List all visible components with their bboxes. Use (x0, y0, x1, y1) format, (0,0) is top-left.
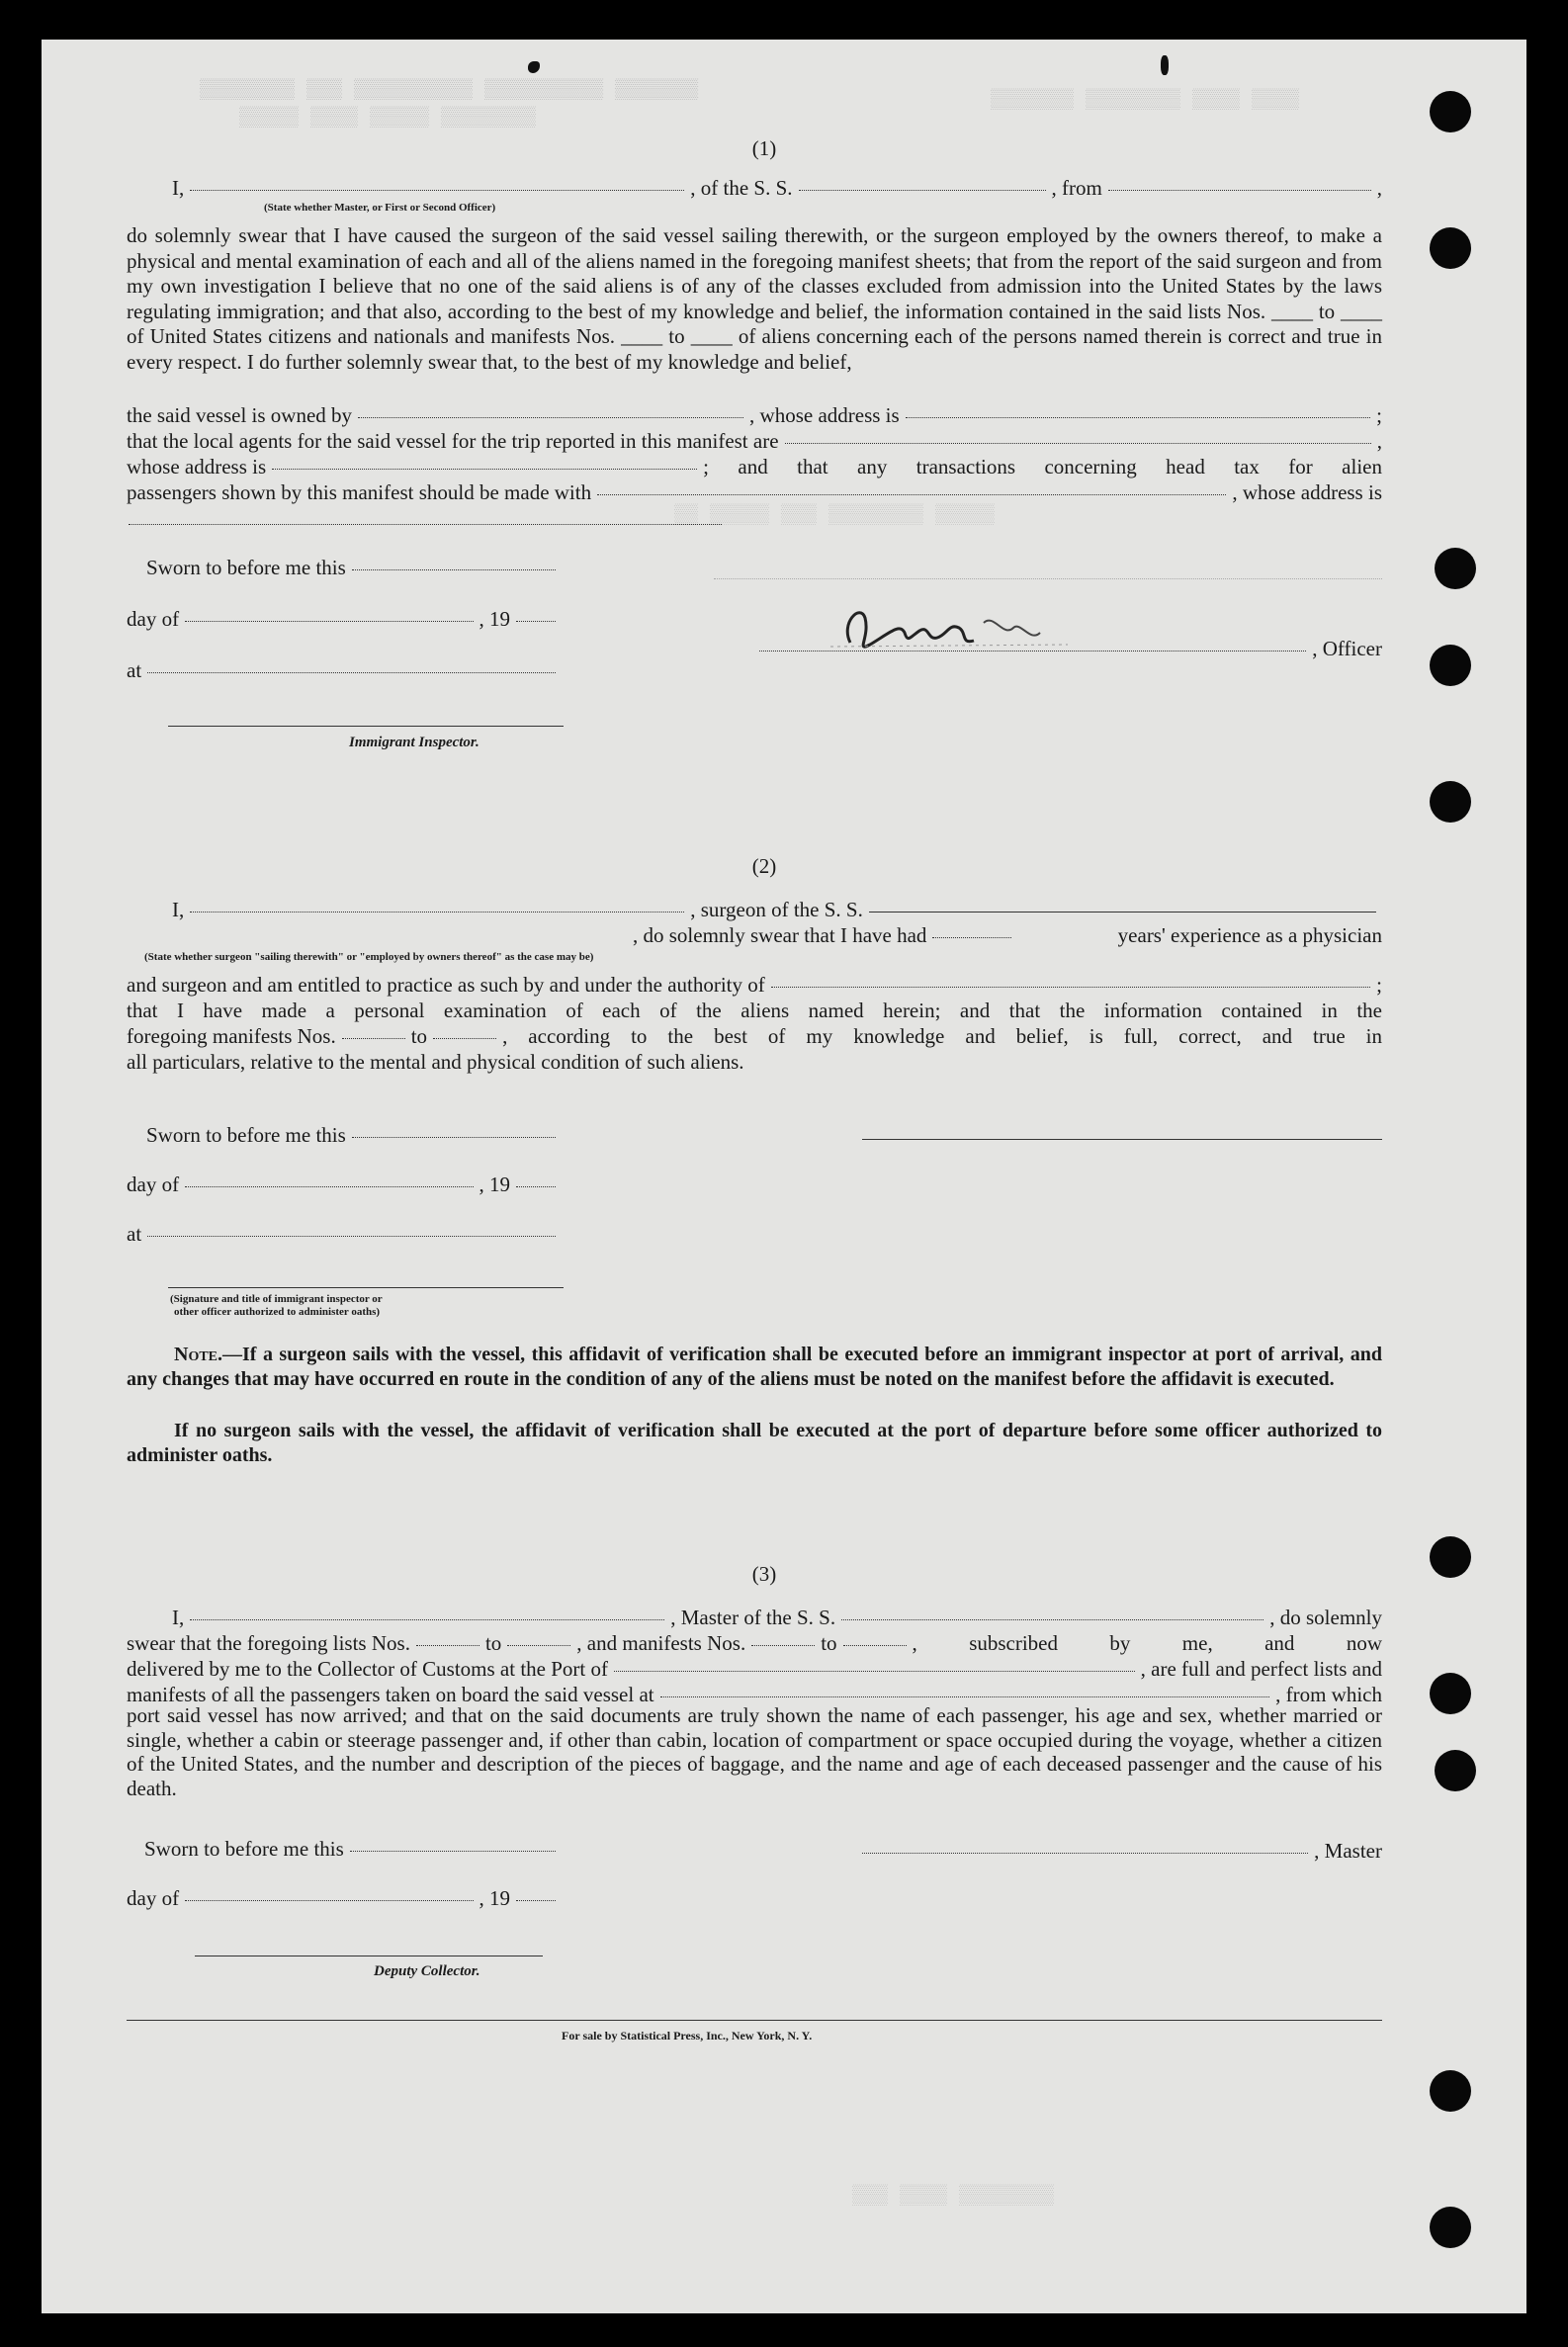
year-prefix: , 19 (479, 1173, 510, 1196)
day-of-line-2 (127, 1173, 562, 1197)
master-line (172, 1606, 1382, 1630)
sworn-line-3 (144, 1837, 562, 1862)
passengers-line (127, 480, 1382, 505)
inspector-label: Immigrant Inspector. (349, 735, 479, 750)
sworn-line-1 (146, 556, 562, 580)
binder-hole (1435, 548, 1476, 589)
section-3-number: (3) (751, 1562, 777, 1586)
label-from: , from (1051, 176, 1102, 200)
surgeon-hint: (State whether surgeon "sailing therewith" or "employed by owners thereof" as the case may be) (144, 951, 594, 963)
master-signature-line (856, 1839, 1382, 1864)
at-line-2 (127, 1222, 562, 1247)
sworn-day-field[interactable] (352, 1137, 556, 1138)
manifests-from-field[interactable] (751, 1645, 815, 1646)
officer-line (172, 176, 1382, 201)
correct-label: , according to the best of my knowledge and belief, is full, correct, and true in (502, 1024, 1382, 1048)
year-field[interactable] (516, 1186, 556, 1187)
at-place-field[interactable] (147, 1236, 556, 1237)
surgeon-of-ss-label: , surgeon of the S. S. (690, 898, 863, 921)
whose-address-label: whose address is (127, 455, 267, 478)
from-which-label: , from which (1275, 1683, 1382, 1706)
owned-line (127, 403, 1382, 428)
day-of-label: day of (127, 1886, 180, 1910)
agents-field[interactable] (785, 443, 1371, 444)
bleed-through-text: ▒▒▒▒▒ ▒▒▒▒ ▒▒▒▒▒ ▒▒▒▒▒▒▒▒ (239, 107, 537, 130)
exam-line (127, 999, 1382, 1023)
sworn-label: Sworn to before me this (144, 1837, 344, 1861)
note-paragraph-1 (127, 1343, 1382, 1392)
head-tax-party-field[interactable] (597, 494, 1226, 495)
master-ship-field[interactable] (841, 1619, 1263, 1620)
owner-address-label: , whose address is (749, 403, 900, 427)
note-text-1: —If a surgeon sails with the vessel, this affidavit of verification shall be executed before an immigrant inspector at port of arrival, and any changes that may have occurred en route in the condition of any of the aliens must be noted on the manifest before the affidavit is executed. (127, 1344, 1382, 1390)
officer-hint: (State whether Master, or First or Second Officer) (264, 202, 496, 214)
taken-on-board-label: manifests of all the passengers taken on board the said vessel at (127, 1683, 654, 1706)
particulars-label: all particulars, relative to the mental and physical condition of such aliens. (127, 1050, 744, 1074)
section-2-number: (2) (751, 854, 777, 878)
lists-from-field[interactable] (416, 1645, 479, 1646)
bleed-through-text: ▒▒▒▒▒▒▒ ▒▒▒▒▒▒▒▒ ▒▒▒▒ ▒▒▒▒ (991, 89, 1300, 112)
whose-address-label-2: , whose address is (1232, 480, 1382, 504)
day-of-label: day of (127, 607, 180, 631)
year-prefix: , 19 (479, 607, 510, 631)
label-i: I, (172, 1606, 185, 1629)
authority-field[interactable] (771, 987, 1370, 988)
master-label: , Master (1314, 1839, 1382, 1863)
year-prefix: , 19 (479, 1886, 510, 1910)
to-label: to (410, 1024, 428, 1048)
owner-field[interactable] (358, 417, 743, 418)
sworn-day-field[interactable] (350, 1851, 556, 1852)
year-field[interactable] (516, 1900, 556, 1901)
section-1-body: do solemnly swear that I have caused the surgeon of the said vessel sailing therewith, or the surgeon employed by the owners thereof, to make a physical and mental examination of each and all of the aliens named in the foregoing manifest sheets; that from the report of the said surgeon and from my own investigation I believe that no one of the said aliens is of any of the classes excluded from admission into the United States by the laws regulating immigration; and that also, according to the best of my knowledge and belief, the information contained in the said lists Nos. ____ to ____ of United States citizens and nationals and manifests Nos. ____ to ____ of aliens concerning each of the persons named therein is correct and true in every respect. I do further solemnly swear that, to the best of my knowledge and belief, (127, 223, 1382, 374)
to-label: to (821, 1631, 837, 1655)
month-field[interactable] (185, 621, 473, 622)
address-continuation-field[interactable] (129, 524, 722, 525)
binder-hole (1435, 1750, 1476, 1791)
signature-hint-1: (Signature and title of immigrant inspector or (170, 1293, 383, 1305)
ink-speck (1161, 55, 1169, 75)
owned-label: the said vessel is owned by (127, 403, 353, 427)
manifest-from-field[interactable] (342, 1038, 405, 1039)
deputy-collector-label: Deputy Collector. (374, 1963, 480, 1979)
agents-line (127, 429, 1382, 454)
day-of-label: day of (127, 1173, 180, 1196)
embarkation-port-field[interactable] (660, 1696, 1270, 1697)
manifests-label: , and manifests Nos. (576, 1631, 746, 1655)
day-of-line-3 (127, 1886, 562, 1911)
ship-name-field[interactable] (799, 190, 1046, 191)
manifests-label: foregoing manifests Nos. (127, 1024, 336, 1048)
manifests-to-field[interactable] (843, 1645, 907, 1646)
years-field[interactable] (932, 937, 1011, 938)
port-line (127, 1657, 1382, 1682)
whose-address-line (127, 455, 1382, 479)
label-i: I, (172, 898, 185, 921)
experience-line (127, 923, 1382, 948)
lists-line (127, 1631, 1382, 1656)
particulars-line (127, 1050, 1382, 1075)
owner-address-field[interactable] (906, 417, 1370, 418)
binder-hole (1430, 91, 1471, 132)
binder-hole (1430, 781, 1471, 823)
surgeon-line (172, 898, 1382, 922)
binder-hole (1430, 1673, 1471, 1714)
from-port-field[interactable] (1108, 190, 1371, 191)
binder-hole (1430, 2207, 1471, 2248)
ink-speck (528, 61, 540, 73)
section-3-body: port said vessel has now arrived; and that on the said documents are truly shown the name of each passenger, his age and sex, whether married or single, whether a cabin or steerage passenger and, if other than cabin, location of compartment or space occupied during the voyage, whether a citizen of the United States, and the number and description of the pieces of baggage, and the name and age of each deceased passenger and the cause of his death. (127, 1703, 1382, 1800)
label-i: I, (172, 176, 185, 200)
signature-hint-2: other officer authorized to administer oaths) (174, 1306, 381, 1318)
subscribed-label: , subscribed by me, and now (912, 1631, 1382, 1655)
master-name-field[interactable] (190, 1619, 664, 1620)
comma: , (1376, 176, 1382, 200)
physician-label: years' experience as a physician (1117, 923, 1382, 947)
label-of-ss: , of the S. S. (690, 176, 793, 200)
administering-officer-signature-line[interactable] (168, 1287, 564, 1288)
binder-hole (1430, 227, 1471, 269)
master-signature-field[interactable] (862, 1853, 1308, 1854)
head-tax-label: ; and that any transactions concerning head tax for alien (703, 455, 1382, 478)
at-label: at (127, 658, 142, 682)
printer-imprint: For sale by Statistical Press, Inc., New York, N. Y. (562, 2029, 813, 2043)
semicolon: ; (1376, 403, 1382, 427)
port-field[interactable] (614, 1671, 1135, 1672)
comma: , (1376, 429, 1382, 453)
bleed-through-text: ▒▒▒▒▒▒▒▒ ▒▒▒ ▒▒▒▒▒▒▒▒▒▒ ▒▒▒▒▒▒▒▒▒▒ ▒▒▒▒▒▒▒ (200, 79, 699, 102)
footer-rule (127, 2020, 1382, 2021)
at-label: at (127, 1222, 142, 1246)
officer-signature-line (753, 637, 1382, 661)
day-of-line-1 (127, 607, 562, 632)
surgeon-name-field[interactable] (190, 912, 684, 913)
at-line-1 (127, 658, 562, 683)
sworn-label: Sworn to before me this (146, 1123, 346, 1147)
authority-label: and surgeon and am entitled to practice as such by and under the authority of (127, 973, 765, 997)
port-label: delivered by me to the Collector of Customs at the Port of (127, 1657, 608, 1681)
surgeon-signature-line[interactable] (862, 1139, 1382, 1140)
binder-hole (1430, 645, 1471, 686)
lists-label: swear that the foregoing lists Nos. (127, 1631, 410, 1655)
section-1-number: (1) (751, 136, 777, 160)
perfect-lists-label: , are full and perfect lists and (1140, 1657, 1382, 1681)
semicolon: ; (1376, 973, 1382, 997)
sworn-day-field[interactable] (352, 569, 556, 570)
sworn-line-2 (146, 1123, 562, 1148)
lists-to-field[interactable] (507, 1645, 570, 1646)
passengers-label: passengers shown by this manifest should be made with (127, 480, 592, 504)
officer-label: , Officer (1312, 637, 1382, 660)
year-field[interactable] (516, 621, 556, 622)
note-paragraph-2: If no surgeon sails with the vessel, the affidavit of verification shall be executed at the port of departure before some officer authorized to administer oaths. (127, 1420, 1382, 1466)
manifest-reverse-page (42, 40, 1526, 2313)
experience-label: , do solemnly swear that I have had (633, 923, 927, 947)
bleed-through-text: ▒▒ ▒▒▒▒▒ ▒▒▒ ▒▒▒▒▒▒▒▒ ▒▒▒▒▒ (674, 504, 996, 527)
sworn-label: Sworn to before me this (146, 556, 346, 579)
manifests-line (127, 1024, 1382, 1049)
master-of-ss-label: , Master of the S. S. (670, 1606, 836, 1629)
month-field[interactable] (185, 1900, 473, 1901)
manifest-to-field[interactable] (433, 1038, 496, 1039)
exam-label: that I have made a personal examination of each of the aliens named herein; and that the information contained in the (127, 999, 1382, 1022)
bleed-through-text: ▒▒▒ ▒▒▒▒ ▒▒▒▒▒▒▒▒ (852, 2185, 1055, 2208)
at-place-field[interactable] (147, 672, 556, 673)
month-field[interactable] (185, 1186, 473, 1187)
note-label: Note. (174, 1344, 223, 1365)
agents-address-field[interactable] (272, 469, 697, 470)
officer-name-field[interactable] (190, 190, 684, 191)
agents-label: that the local agents for the said vessel for the trip reported in this manifest are (127, 429, 779, 453)
inspector-signature-line[interactable] (168, 726, 564, 727)
authority-line (127, 973, 1382, 998)
to-label: to (484, 1631, 502, 1655)
bleed-dotted-line (714, 578, 1382, 579)
solemnly-label: , do solemnly (1269, 1606, 1382, 1629)
binder-hole (1430, 2070, 1471, 2112)
surgeon-ship-field[interactable] (869, 912, 1376, 913)
officer-signature-field[interactable] (759, 651, 1306, 652)
